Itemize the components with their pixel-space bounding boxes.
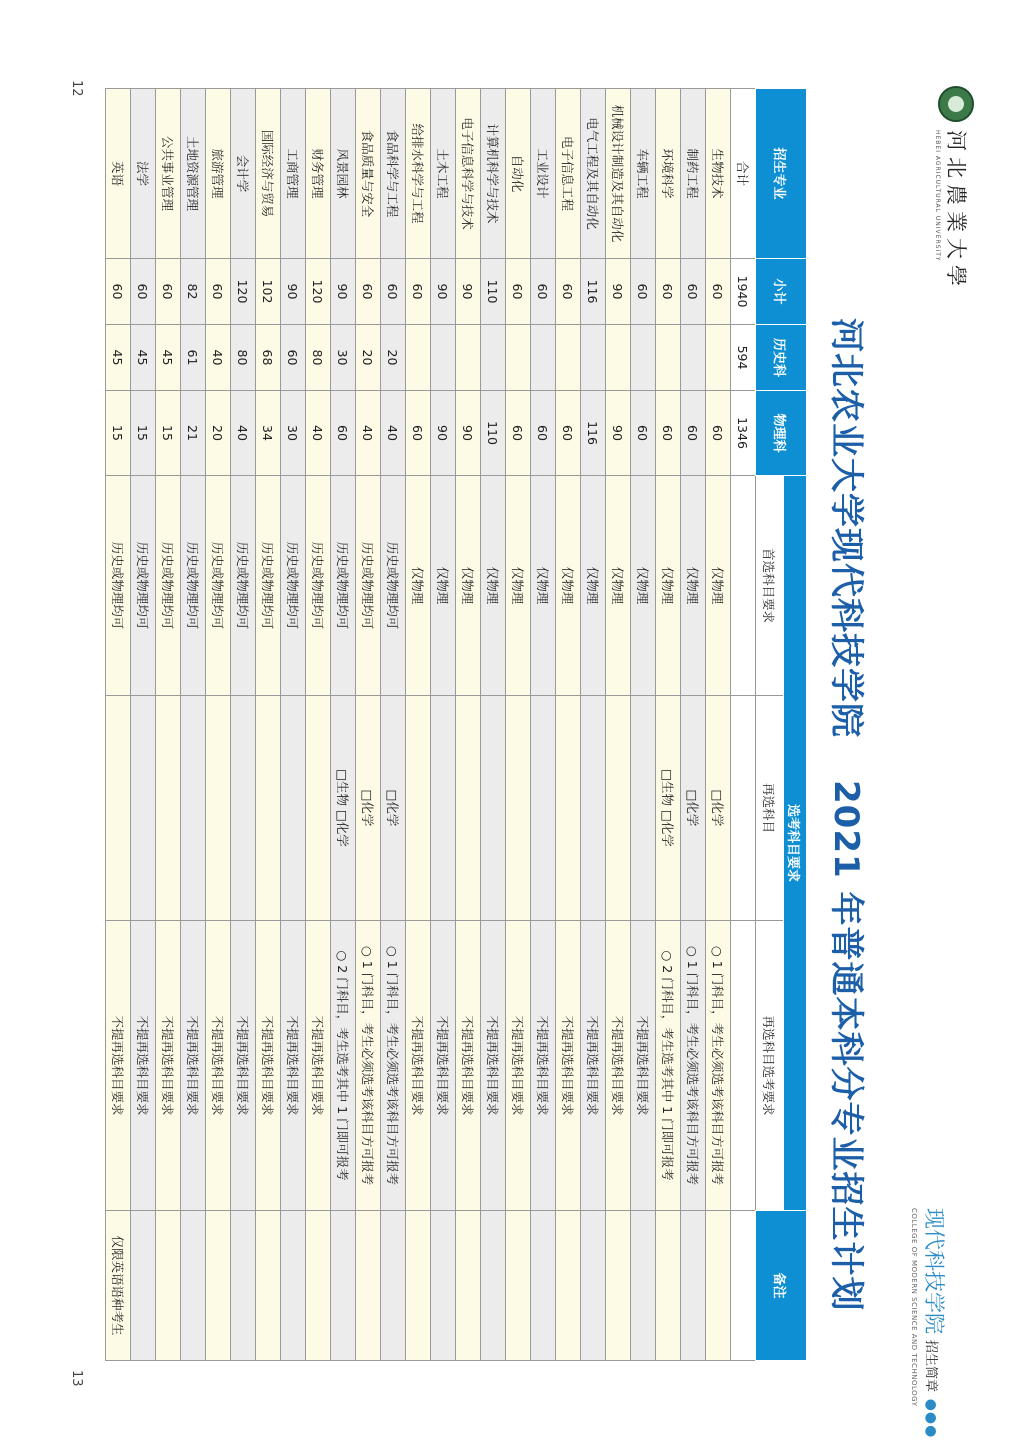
cell-subtotal: 90	[331, 259, 356, 325]
cell-major: 公共事业管理	[156, 89, 181, 259]
cell-physics: 60	[631, 391, 656, 476]
university-logo	[918, 86, 974, 292]
table-row	[481, 89, 506, 1361]
cell-history	[631, 325, 656, 391]
table-row	[381, 89, 406, 1361]
cell-first: 仅物理	[606, 476, 631, 696]
cell-physics: 15	[106, 391, 131, 476]
cell-physics: 21	[181, 391, 206, 476]
cell-major: 财务管理	[306, 89, 331, 259]
table-row	[106, 89, 131, 1361]
table-row	[356, 89, 381, 1361]
cell-remark	[706, 1211, 731, 1361]
table-row-total	[731, 89, 756, 1361]
cell-first: 仅物理	[656, 476, 681, 696]
cell-physics: 34	[256, 391, 281, 476]
cell-second-subject	[456, 696, 481, 921]
cell-second-requirement: 不提再选科目要求	[556, 921, 581, 1211]
cell-major: 车辆工程	[631, 89, 656, 259]
cell-physics: 60	[656, 391, 681, 476]
cell-major: 土木工程	[431, 89, 456, 259]
cell-history: 594	[731, 325, 756, 391]
cell-second-requirement: 不提再选科目要求	[606, 921, 631, 1211]
page-number-left: 12	[69, 80, 84, 97]
cell-first: 仅物理	[506, 476, 531, 696]
cell-major: 土地资源管理	[181, 89, 206, 259]
cell-subtotal: 60	[206, 259, 231, 325]
cell-major: 合计	[731, 89, 756, 259]
cell-second-subject	[531, 696, 556, 921]
cell-history	[481, 325, 506, 391]
cell-subtotal: 102	[256, 259, 281, 325]
cell-second-subject	[306, 696, 331, 921]
cell-remark	[356, 1211, 381, 1361]
cell-history	[506, 325, 531, 391]
cell-second-requirement: 不提再选科目要求	[181, 921, 206, 1211]
cell-major: 会计学	[231, 89, 256, 259]
cell-second-requirement: 不提再选科目要求	[281, 921, 306, 1211]
cell-second-subject: □化学	[356, 696, 381, 921]
cell-second-requirement	[731, 921, 756, 1211]
cell-second-subject	[231, 696, 256, 921]
cell-second-requirement: ○ 2 门科目，考生选考其中 1 门即可报考	[656, 921, 681, 1211]
cell-subtotal: 60	[531, 259, 556, 325]
table-row	[206, 89, 231, 1361]
cell-major: 食品科学与工程	[381, 89, 406, 259]
cell-history	[556, 325, 581, 391]
cell-subtotal: 60	[556, 259, 581, 325]
university-seal-icon	[938, 86, 974, 122]
header-first-subject: 首选科目要求	[756, 476, 784, 696]
cell-subtotal: 60	[681, 259, 706, 325]
table-row	[631, 89, 656, 1361]
cell-first: 历史或物理均可	[306, 476, 331, 696]
cell-major: 英语	[106, 89, 131, 259]
cell-physics: 1346	[731, 391, 756, 476]
cell-second-requirement: 不提再选科目要求	[231, 921, 256, 1211]
header-requirements: 选考科目要求	[784, 476, 807, 1211]
cell-remark	[156, 1211, 181, 1361]
cell-remark	[281, 1211, 306, 1361]
cell-second-requirement: 不提再选科目要求	[456, 921, 481, 1211]
table-row	[681, 89, 706, 1361]
cell-physics: 60	[706, 391, 731, 476]
cell-major: 给排水科学与工程	[406, 89, 431, 259]
title-year: 2021 年普通本科分专业招生计划	[826, 780, 866, 1312]
table-body	[106, 89, 756, 1361]
table-row	[531, 89, 556, 1361]
cell-physics: 110	[481, 391, 506, 476]
brand-tag: 招生简章	[923, 1340, 938, 1393]
cell-second-subject: □化学	[381, 696, 406, 921]
table-row	[581, 89, 606, 1361]
cell-major: 国际经济与贸易	[256, 89, 281, 259]
table-row	[306, 89, 331, 1361]
cell-second-requirement: 不提再选科目要求	[206, 921, 231, 1211]
cell-subtotal: 60	[506, 259, 531, 325]
cell-second-subject	[131, 696, 156, 921]
cell-second-subject	[406, 696, 431, 921]
cell-physics: 15	[156, 391, 181, 476]
cell-first: 历史或物理均可	[381, 476, 406, 696]
cell-second-subject: □生物 □化学	[656, 696, 681, 921]
cell-second-requirement: 不提再选科目要求	[406, 921, 431, 1211]
cell-physics: 40	[356, 391, 381, 476]
cell-second-subject	[631, 696, 656, 921]
cell-second-requirement: ○ 1 门科目，考生必须选考该科目方可报考	[706, 921, 731, 1211]
table-row	[431, 89, 456, 1361]
cell-physics: 90	[456, 391, 481, 476]
cell-subtotal: 60	[631, 259, 656, 325]
cell-remark	[256, 1211, 281, 1361]
cell-first: 历史或物理均可	[156, 476, 181, 696]
cell-remark	[606, 1211, 631, 1361]
cell-remark	[181, 1211, 206, 1361]
cell-first: 仅物理	[581, 476, 606, 696]
cell-subtotal: 120	[306, 259, 331, 325]
cell-second-requirement: 不提再选科目要求	[131, 921, 156, 1211]
cell-physics: 60	[331, 391, 356, 476]
cell-physics: 60	[681, 391, 706, 476]
cell-remark	[381, 1211, 406, 1361]
cell-history: 30	[331, 325, 356, 391]
cell-subtotal: 90	[606, 259, 631, 325]
cell-second-requirement: ○ 1 门科目，考生必须选考该科目方可报考	[681, 921, 706, 1211]
cell-second-requirement: 不提再选科目要求	[256, 921, 281, 1211]
cell-remark	[431, 1211, 456, 1361]
cell-physics: 60	[531, 391, 556, 476]
cell-history: 80	[306, 325, 331, 391]
cell-remark	[306, 1211, 331, 1361]
table-row	[156, 89, 181, 1361]
cell-second-subject	[481, 696, 506, 921]
table-row	[656, 89, 681, 1361]
table-row	[256, 89, 281, 1361]
cell-first: 仅物理	[456, 476, 481, 696]
table-row	[131, 89, 156, 1361]
cell-history: 68	[256, 325, 281, 391]
cell-major: 风景园林	[331, 89, 356, 259]
cell-major: 环境科学	[656, 89, 681, 259]
cell-second-subject	[431, 696, 456, 921]
cell-subtotal: 90	[281, 259, 306, 325]
cell-second-requirement: 不提再选科目要求	[306, 921, 331, 1211]
enrollment-plan-table	[105, 88, 807, 1361]
cell-remark	[556, 1211, 581, 1361]
cell-history	[606, 325, 631, 391]
cell-remark	[456, 1211, 481, 1361]
cell-remark	[631, 1211, 656, 1361]
cell-second-subject: □生物 □化学	[331, 696, 356, 921]
cell-second-subject	[256, 696, 281, 921]
cell-major: 工业设计	[531, 89, 556, 259]
cell-first: 历史或物理均可	[331, 476, 356, 696]
cell-physics: 40	[381, 391, 406, 476]
cell-second-subject	[156, 696, 181, 921]
cell-second-subject	[506, 696, 531, 921]
cell-physics: 60	[506, 391, 531, 476]
cell-history: 20	[356, 325, 381, 391]
cell-first: 历史或物理均可	[181, 476, 206, 696]
cell-second-requirement: ○ 2 门科目，考生选考其中 1 门即可报考	[331, 921, 356, 1211]
cell-first: 仅物理	[481, 476, 506, 696]
cell-subtotal: 60	[406, 259, 431, 325]
cell-physics: 40	[231, 391, 256, 476]
header-second-requirement: 再选科目选考要求	[756, 921, 784, 1211]
cell-second-subject: □化学	[706, 696, 731, 921]
table-row	[506, 89, 531, 1361]
cell-major: 计算机科学与技术	[481, 89, 506, 259]
cell-remark	[406, 1211, 431, 1361]
cell-second-subject: □化学	[681, 696, 706, 921]
cell-physics: 90	[431, 391, 456, 476]
cell-second-requirement: 不提再选科目要求	[506, 921, 531, 1211]
header-subtotal: 小计	[756, 259, 807, 325]
brand-dots: ●●●	[923, 1398, 939, 1439]
cell-first: 仅物理	[706, 476, 731, 696]
cell-history: 20	[381, 325, 406, 391]
cell-second-subject	[181, 696, 206, 921]
cell-history	[406, 325, 431, 391]
header-history: 历史科	[756, 325, 807, 391]
cell-major: 旅游管理	[206, 89, 231, 259]
cell-subtotal: 82	[181, 259, 206, 325]
cell-subtotal: 60	[656, 259, 681, 325]
table-row	[331, 89, 356, 1361]
cell-major: 食品质量与安全	[356, 89, 381, 259]
cell-remark	[331, 1211, 356, 1361]
cell-subtotal: 60	[706, 259, 731, 325]
cell-history: 60	[281, 325, 306, 391]
cell-first: 仅物理	[431, 476, 456, 696]
cell-history	[581, 325, 606, 391]
logo-subtitle: HEBEI AGRICULTURAL UNIVERSITY	[934, 130, 941, 262]
cell-first: 历史或物理均可	[256, 476, 281, 696]
cell-history	[706, 325, 731, 391]
cell-first: 仅物理	[631, 476, 656, 696]
header-second-subject: 再选科目	[756, 696, 784, 921]
cell-physics: 20	[206, 391, 231, 476]
cell-second-subject	[206, 696, 231, 921]
cell-second-subject	[106, 696, 131, 921]
cell-subtotal: 110	[481, 259, 506, 325]
cell-subtotal: 60	[356, 259, 381, 325]
header-physics: 物理科	[756, 391, 807, 476]
cell-remark	[206, 1211, 231, 1361]
cell-remark	[481, 1211, 506, 1361]
cell-physics: 116	[581, 391, 606, 476]
cell-subtotal: 90	[431, 259, 456, 325]
logo-script: 河北農業大學	[944, 130, 968, 292]
cell-second-requirement: 不提再选科目要求	[481, 921, 506, 1211]
cell-first: 仅物理	[531, 476, 556, 696]
cell-history: 45	[156, 325, 181, 391]
college-brand	[910, 1208, 950, 1438]
cell-history: 80	[231, 325, 256, 391]
brand-english: COLLEGE OF MODERN SCIENCE AND TECHNOLOGY	[910, 1208, 918, 1407]
table-row	[406, 89, 431, 1361]
page-number-right: 13	[69, 1370, 84, 1387]
cell-remark	[681, 1211, 706, 1361]
cell-subtotal: 120	[231, 259, 256, 325]
cell-history	[456, 325, 481, 391]
cell-major: 法学	[131, 89, 156, 259]
cell-second-subject	[731, 696, 756, 921]
cell-history	[681, 325, 706, 391]
page-title	[825, 318, 874, 1311]
cell-first: 仅物理	[406, 476, 431, 696]
cell-first: 仅物理	[681, 476, 706, 696]
cell-first: 历史或物理均可	[281, 476, 306, 696]
cell-physics: 90	[606, 391, 631, 476]
table-row	[456, 89, 481, 1361]
header-remark: 备注	[756, 1211, 807, 1361]
cell-second-subject	[556, 696, 581, 921]
header-major: 招生专业	[756, 89, 807, 259]
cell-history: 45	[131, 325, 156, 391]
cell-second-requirement: 不提再选科目要求	[431, 921, 456, 1211]
table-row	[231, 89, 256, 1361]
cell-subtotal: 60	[106, 259, 131, 325]
cell-major: 机械设计制造及其自动化	[606, 89, 631, 259]
cell-first: 历史或物理均可	[106, 476, 131, 696]
cell-major: 电子信息工程	[556, 89, 581, 259]
brand-name: 现代科技学院	[922, 1208, 946, 1334]
cell-remark	[531, 1211, 556, 1361]
table-row	[181, 89, 206, 1361]
cell-second-requirement: 不提再选科目要求	[106, 921, 131, 1211]
title-main: 河北农业大学现代科技学院	[826, 318, 866, 738]
cell-subtotal: 1940	[731, 259, 756, 325]
cell-second-requirement: 不提再选科目要求	[156, 921, 181, 1211]
cell-subtotal: 116	[581, 259, 606, 325]
cell-physics: 40	[306, 391, 331, 476]
cell-first	[731, 476, 756, 696]
cell-subtotal: 90	[456, 259, 481, 325]
cell-remark	[131, 1211, 156, 1361]
cell-second-requirement: 不提再选科目要求	[581, 921, 606, 1211]
cell-history	[431, 325, 456, 391]
cell-physics: 60	[406, 391, 431, 476]
cell-subtotal: 60	[381, 259, 406, 325]
cell-major: 制药工程	[681, 89, 706, 259]
cell-first: 历史或物理均可	[206, 476, 231, 696]
cell-remark: 仅限英语语种考生	[106, 1211, 131, 1361]
cell-second-subject	[281, 696, 306, 921]
cell-remark	[506, 1211, 531, 1361]
cell-second-requirement: ○ 1 门科目，考生必须选考该科目方可报考	[356, 921, 381, 1211]
cell-history	[656, 325, 681, 391]
cell-major: 自动化	[506, 89, 531, 259]
cell-second-subject	[581, 696, 606, 921]
cell-remark	[581, 1211, 606, 1361]
cell-second-requirement: 不提再选科目要求	[531, 921, 556, 1211]
cell-history: 61	[181, 325, 206, 391]
cell-second-subject	[606, 696, 631, 921]
cell-remark	[231, 1211, 256, 1361]
cell-history: 45	[106, 325, 131, 391]
table-row	[606, 89, 631, 1361]
cell-second-requirement: 不提再选科目要求	[631, 921, 656, 1211]
cell-first: 历史或物理均可	[131, 476, 156, 696]
cell-subtotal: 60	[156, 259, 181, 325]
cell-physics: 15	[131, 391, 156, 476]
table-row	[556, 89, 581, 1361]
cell-major: 电气工程及其自动化	[581, 89, 606, 259]
cell-subtotal: 60	[131, 259, 156, 325]
cell-physics: 60	[556, 391, 581, 476]
cell-first: 仅物理	[556, 476, 581, 696]
cell-major: 生物技术	[706, 89, 731, 259]
cell-second-requirement: ○ 1 门科目，考生必须选考该科目方可报考	[381, 921, 406, 1211]
table-row	[281, 89, 306, 1361]
cell-physics: 30	[281, 391, 306, 476]
cell-remark	[731, 1211, 756, 1361]
cell-major: 工商管理	[281, 89, 306, 259]
cell-history	[531, 325, 556, 391]
table-row	[706, 89, 731, 1361]
cell-history: 40	[206, 325, 231, 391]
cell-first: 历史或物理均可	[231, 476, 256, 696]
cell-remark	[656, 1211, 681, 1361]
cell-major: 电子信息科学与技术	[456, 89, 481, 259]
cell-first: 历史或物理均可	[356, 476, 381, 696]
